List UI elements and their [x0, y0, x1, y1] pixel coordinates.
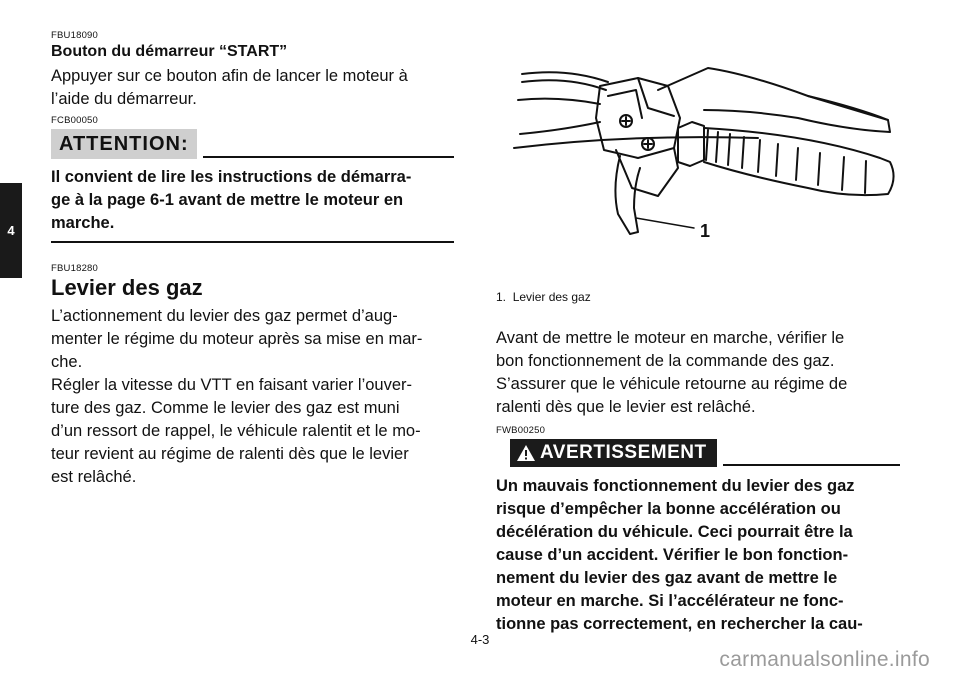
- body-line: ture des gaz. Comme le levier des gaz est muni: [51, 399, 400, 417]
- body-line: S’assurer que le véhicule retourne au régime de: [496, 375, 848, 393]
- body-line: d’un ressort de rappel, le véhicule ralentit et le mo-: [51, 422, 421, 440]
- warning-line: moteur en marche. Si l’accélérateur ne fonc-: [496, 592, 844, 610]
- warning-banner-row: [496, 439, 900, 467]
- caution-line: ge à la page 6-1 avant de mettre le moteur en: [51, 191, 404, 209]
- handlebar-drawing: [508, 38, 900, 268]
- warning-code: FWB00250: [496, 425, 546, 436]
- right-column: [496, 327, 900, 636]
- caution-banner: ATTENTION:: [51, 129, 197, 159]
- caption-number: 1.: [496, 290, 507, 304]
- section-title-start-button: Bouton du démarreur “START”: [51, 43, 288, 60]
- body-line: Régler la vitesse du VTT en faisant varier l’ouver-: [51, 376, 413, 394]
- page-number: 4-3: [470, 632, 490, 647]
- body-line: est relâché.: [51, 468, 137, 486]
- warning-line: décélération du véhicule. Ceci pourrait être la: [496, 523, 853, 541]
- caution-line: Il convient de lire les instructions de démarra-: [51, 168, 412, 186]
- body-line: bon fonctionnement de la commande des gaz.: [496, 352, 835, 370]
- warning-triangle-icon: [516, 444, 536, 462]
- caution-rule: [203, 156, 454, 158]
- warning-label: AVERTISSEMENT: [540, 442, 707, 463]
- body-line: Appuyer sur ce bouton afin de lancer le moteur à: [51, 67, 408, 85]
- warning-line: Un mauvais fonctionnement du levier des gaz: [496, 477, 855, 495]
- warning-line: nement du levier des gaz avant de mettre le: [496, 569, 838, 587]
- warning-rule: [723, 464, 900, 466]
- section-code: FBU18280: [51, 263, 99, 274]
- warning-banner: [510, 439, 717, 467]
- left-column: [51, 30, 454, 489]
- throttle-lever-illustration: [508, 38, 900, 268]
- body-line: teur revient au régime de ralenti dès que le levier: [51, 445, 409, 463]
- callout-number: 1: [700, 221, 711, 241]
- chapter-tab-label: 4: [7, 223, 15, 238]
- body-line: ralenti dès que le levier est relâché.: [496, 398, 756, 416]
- caution-line: marche.: [51, 214, 115, 232]
- warning-line: risque d’empêcher la bonne accélération ou: [496, 500, 841, 518]
- caution-banner-row: [51, 129, 454, 159]
- body-line: menter le régime du moteur après sa mise en mar-: [51, 330, 423, 348]
- body-line: L’actionnement du levier des gaz permet d’aug-: [51, 307, 398, 325]
- caption-text: Levier des gaz: [512, 290, 591, 304]
- section-code: FBU18090: [51, 30, 99, 41]
- body-line: Avant de mettre le moteur en marche, vérifier le: [496, 329, 845, 347]
- figure-caption: [496, 290, 591, 305]
- section-title-throttle-lever: Levier des gaz: [51, 275, 203, 300]
- body-line: che.: [51, 353, 83, 371]
- body-line: l’aide du démarreur.: [51, 90, 197, 108]
- caution-code: FCB00050: [51, 115, 99, 126]
- warning-line: tionne pas correctement, en rechercher la cau-: [496, 615, 863, 633]
- warning-line: cause d’un accident. Vérifier le bon fonction-: [496, 546, 849, 564]
- caution-bottom-rule: [51, 241, 454, 243]
- chapter-tab: [0, 183, 22, 278]
- watermark-text: carmanualsonline.info: [719, 648, 930, 671]
